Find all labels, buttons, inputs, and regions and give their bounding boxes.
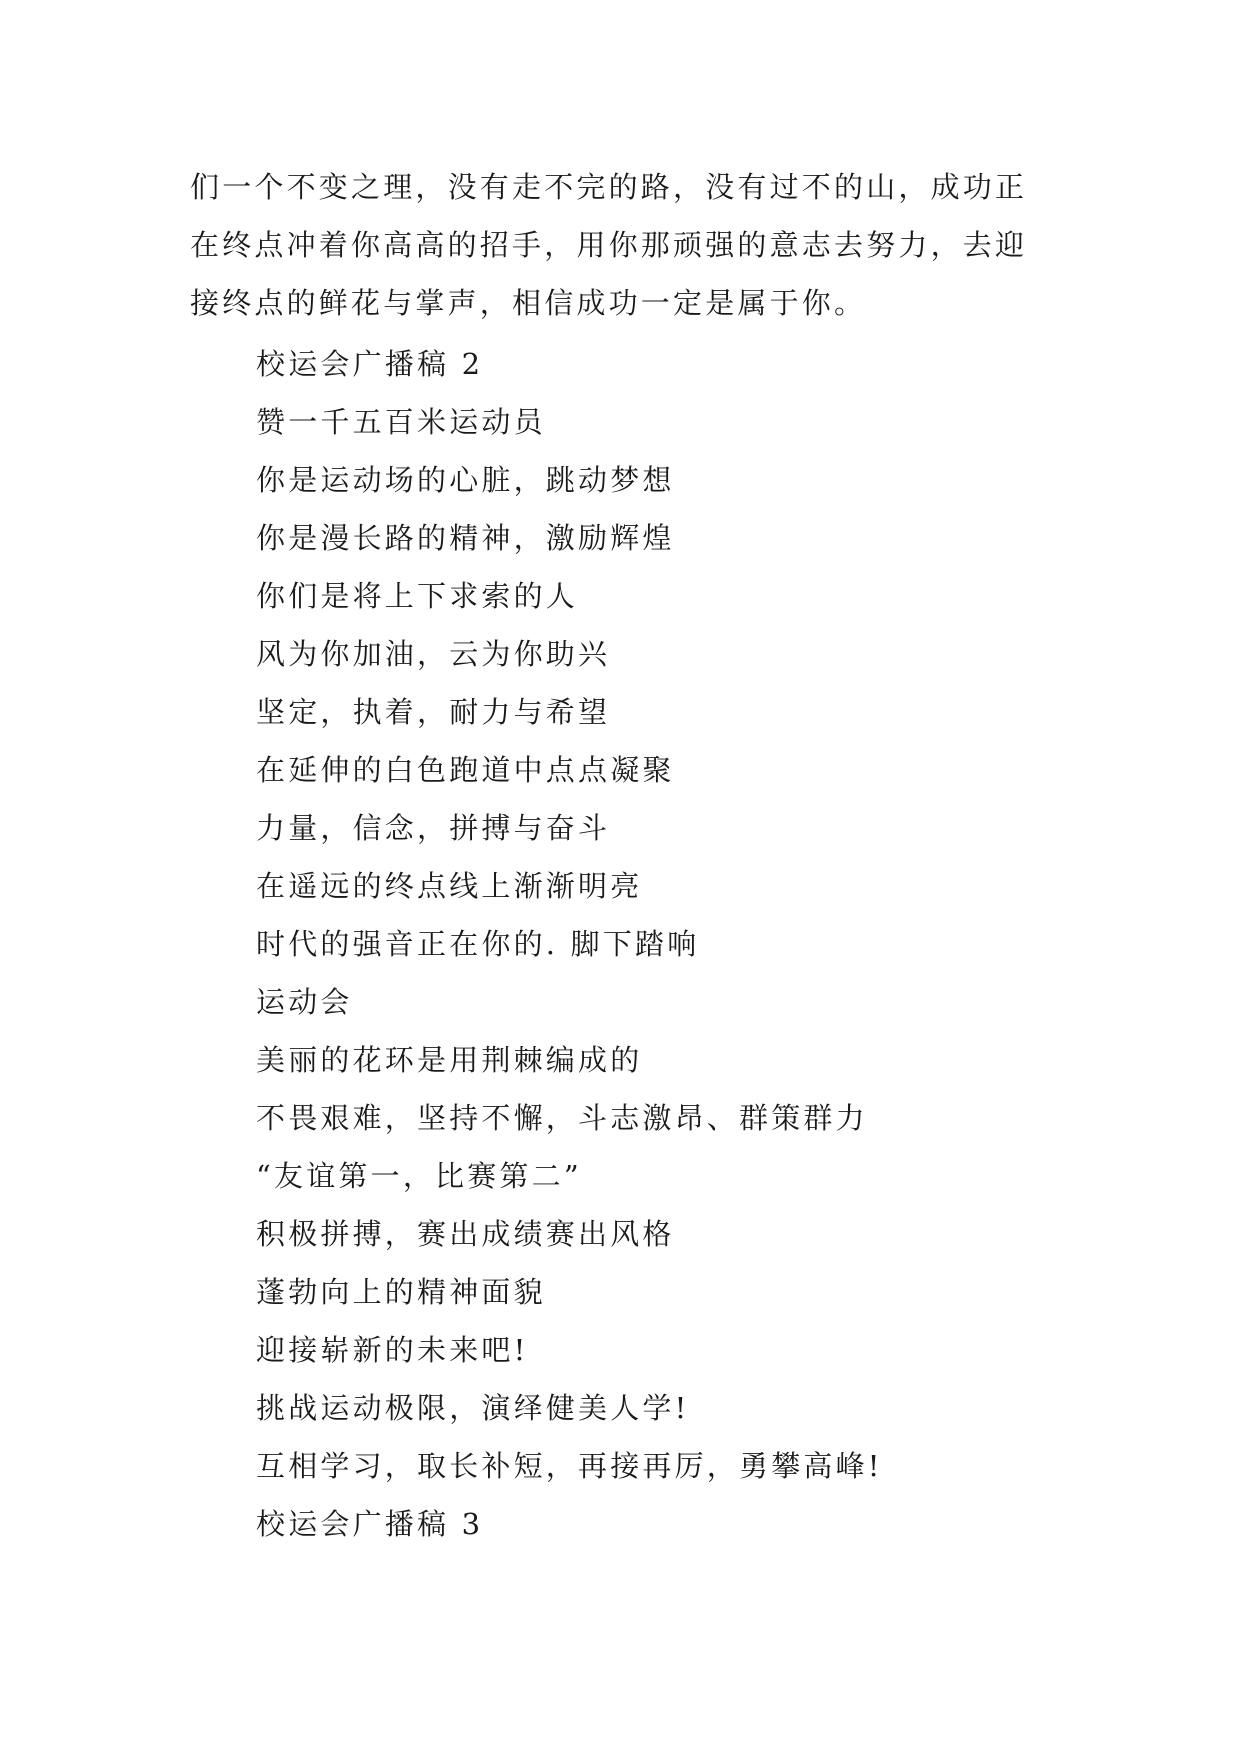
poem-line: 时代的强音正在你的. 脚下踏响 (256, 927, 700, 961)
paragraph-line: 在终点冲着你高高的招手，用你那顽强的意志去努力，去迎 (190, 228, 1028, 262)
poem-line: 不畏艰难，坚持不懈，斗志激昂、群策群力 (256, 1101, 868, 1135)
poem-line: 你是运动场的心脏，跳动梦想 (256, 463, 675, 497)
poem-line: 蓬勃向上的精神面貌 (256, 1275, 546, 1309)
poem-line: 坚定，执着，耐力与希望 (256, 695, 611, 729)
paragraph-line: 们一个不变之理，没有走不完的路，没有过不的山，成功正 (190, 170, 1028, 204)
poem-line: 美丽的花环是用荆棘编成的 (256, 1043, 643, 1077)
section-heading: 校运会广播稿 3 (256, 1507, 484, 1541)
poem-line: “友谊第一，比赛第二” (256, 1159, 582, 1193)
poem-line: 迎接崭新的未来吧! (256, 1333, 529, 1367)
poem-line: 风为你加油，云为你助兴 (256, 637, 611, 671)
poem-title: 赞一千五百米运动员 (256, 405, 546, 439)
section-heading: 校运会广播稿 2 (256, 347, 484, 381)
poem-line: 你是漫长路的精神，激励辉煌 (256, 521, 675, 555)
poem-line: 挑战运动极限，演绎健美人学! (256, 1391, 690, 1425)
poem-line: 互相学习，取长补短，再接再厉，勇攀高峰! (256, 1449, 883, 1483)
poem-title: 运动会 (256, 985, 353, 1019)
poem-line: 你们是将上下求索的人 (256, 579, 579, 613)
paragraph-line: 接终点的鲜花与掌声，相信成功一定是属于你。 (190, 286, 867, 320)
poem-line: 在延伸的白色跑道中点点凝聚 (256, 753, 675, 787)
poem-line: 积极拼搏，赛出成绩赛出风格 (256, 1217, 675, 1251)
poem-line: 在遥远的终点线上渐渐明亮 (256, 869, 643, 903)
poem-section (256, 335, 1156, 1553)
intro-paragraph (190, 158, 1060, 332)
poem-line: 力量，信念，拼搏与奋斗 (256, 811, 611, 845)
